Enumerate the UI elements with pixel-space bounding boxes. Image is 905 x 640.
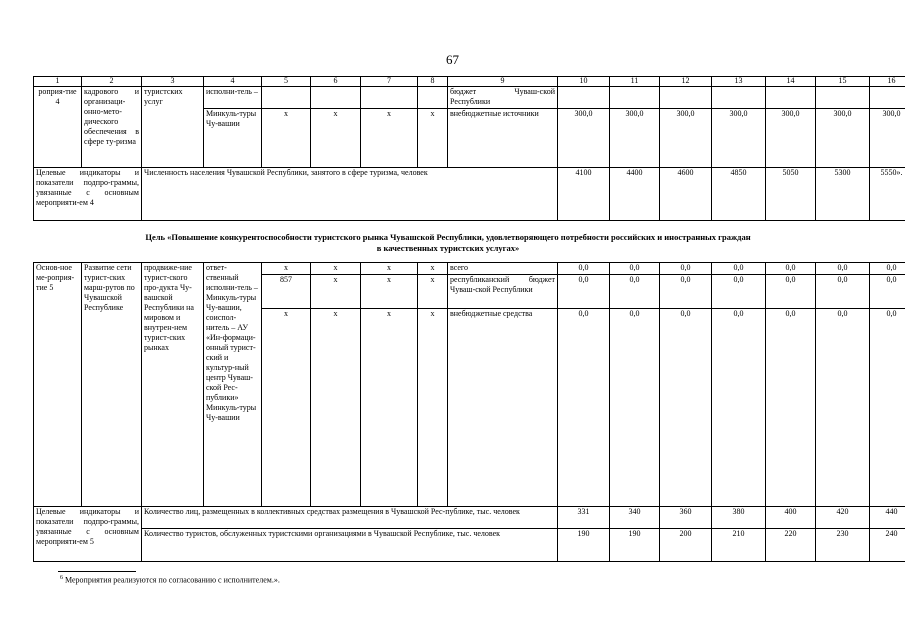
value-cell: 0,0 <box>660 263 712 275</box>
column-number: 10 <box>558 77 610 87</box>
funding-source: бюджет Чуваш-ской Республики <box>448 87 558 109</box>
code-cell: x <box>311 109 361 168</box>
value-cell: 0,0 <box>870 275 905 309</box>
column-number: 5 <box>262 77 311 87</box>
value-cell: 0,0 <box>610 309 660 507</box>
column-number: 8 <box>418 77 448 87</box>
column-number: 16 <box>870 77 905 87</box>
code-cell: x <box>361 263 418 275</box>
indicator-text: Количество туристов, обслуженных туристскими организациями в Чувашской Республике, тыс. человек <box>142 529 558 562</box>
value-cell: 300,0 <box>558 109 610 168</box>
column-number: 13 <box>712 77 766 87</box>
code-cell: x <box>418 109 448 168</box>
goal-line-2: в качественных туристских услугах» <box>376 243 520 253</box>
code-cell <box>262 87 311 109</box>
event-name: Развитие сети турист-ских марш-рутов по Чувашской Республике <box>82 263 142 507</box>
indicators-label: Целевые индикаторы и показатели подпро-граммы, увязанные с основным мероприяти-ем 4 <box>34 168 142 221</box>
value-cell: 300,0 <box>660 109 712 168</box>
value-cell: 300,0 <box>712 109 766 168</box>
code-cell: x <box>418 275 448 309</box>
footnote <box>60 575 280 585</box>
footnote-marker: 6 <box>60 575 63 581</box>
code-cell: x <box>418 263 448 275</box>
column-number: 3 <box>142 77 204 87</box>
indicator-value: 4850 <box>712 168 766 221</box>
column-number: 1 <box>34 77 82 87</box>
indicator-value: 380 <box>712 507 766 529</box>
code-cell <box>418 87 448 109</box>
column-number: 15 <box>816 77 870 87</box>
column-number: 12 <box>660 77 712 87</box>
indicator-value: 4100 <box>558 168 610 221</box>
code-cell: 857 <box>262 275 311 309</box>
funding-source: всего <box>448 263 558 275</box>
indicator-value: 5050 <box>766 168 816 221</box>
code-cell: x <box>361 109 418 168</box>
table-row <box>34 87 905 109</box>
value-cell: 300,0 <box>766 109 816 168</box>
indicator-value: 190 <box>610 529 660 562</box>
indicator-value: 331 <box>558 507 610 529</box>
indicator-value: 210 <box>712 529 766 562</box>
code-cell <box>361 87 418 109</box>
value-cell <box>816 87 870 109</box>
funding-source: республиканский бюджет Чуваш-ской Республики <box>448 275 558 309</box>
indicator-value: 220 <box>766 529 816 562</box>
column-number: 4 <box>204 77 262 87</box>
value-cell: 0,0 <box>558 309 610 507</box>
indicator-value: 4400 <box>610 168 660 221</box>
indicator-value: 240 <box>870 529 905 562</box>
goal-line-1: Цель «Повышение конкурентоспособности туристского рынка Чувашской Республики, удовлетворяющего потребности российских и иностранных граждан <box>145 232 751 242</box>
value-cell: 0,0 <box>558 263 610 275</box>
funding-source: внебюджетные средства <box>448 309 558 507</box>
value-cell: 0,0 <box>816 309 870 507</box>
table-block-1 <box>33 76 905 221</box>
indicator-value: 360 <box>660 507 712 529</box>
executor: исполни-тель – <box>204 87 262 109</box>
event-label: роприя-тие 4 <box>34 87 82 168</box>
column-number: 2 <box>82 77 142 87</box>
indicator-row <box>34 529 905 562</box>
value-cell: 0,0 <box>610 275 660 309</box>
value-cell: 0,0 <box>816 275 870 309</box>
value-cell: 0,0 <box>712 275 766 309</box>
executor: Минкуль-туры Чу-вашии <box>204 109 262 168</box>
indicator-value: 230 <box>816 529 870 562</box>
code-cell: x <box>311 263 361 275</box>
executor: ответ-ственный исполни-тель – Минкуль-туры Чу-вашии, соиспол-нитель – АУ «Ин-формаци-онный турист-ский и культур-ный центр Чуваш-ской Рес-публики» Минкуль-туры Чу-вашии <box>204 263 262 507</box>
indicator-value: 440 <box>870 507 905 529</box>
code-cell: x <box>262 309 311 507</box>
code-cell: x <box>418 309 448 507</box>
table-row <box>34 263 905 275</box>
value-cell <box>766 87 816 109</box>
event-purpose: продвиже-ние турист-ского про-дукта Чу-вашской Республики на мировом и внутрен-нем турист-ских рынках <box>142 263 204 507</box>
indicator-value: 420 <box>816 507 870 529</box>
value-cell: 0,0 <box>870 263 905 275</box>
value-cell: 0,0 <box>712 263 766 275</box>
value-cell: 0,0 <box>766 275 816 309</box>
column-number: 9 <box>448 77 558 87</box>
footnote-separator <box>58 571 136 572</box>
indicator-row <box>34 168 905 221</box>
indicator-value: 4600 <box>660 168 712 221</box>
column-number-row <box>34 77 905 87</box>
value-cell: 0,0 <box>660 309 712 507</box>
event-label: Основ-ное ме-роприя-тие 5 <box>34 263 82 507</box>
value-cell: 300,0 <box>610 109 660 168</box>
indicator-value: 340 <box>610 507 660 529</box>
value-cell: 0,0 <box>870 309 905 507</box>
value-cell <box>870 87 905 109</box>
event-purpose: туристских услуг <box>142 87 204 168</box>
value-cell <box>558 87 610 109</box>
column-number: 14 <box>766 77 816 87</box>
value-cell: 0,0 <box>766 263 816 275</box>
code-cell <box>311 87 361 109</box>
value-cell: 0,0 <box>766 309 816 507</box>
value-cell: 300,0 <box>816 109 870 168</box>
funding-source: внебюджетные источники <box>448 109 558 168</box>
value-cell: 0,0 <box>610 263 660 275</box>
footnote-text: Мероприятия реализуются по согласованию с исполнителем.». <box>63 575 280 585</box>
indicators-label: Целевые индикаторы и показатели подпро-граммы, увязанные с основным мероприяти-ем 5 <box>34 507 142 562</box>
indicator-row <box>34 507 905 529</box>
code-cell: x <box>361 309 418 507</box>
indicator-value: 5550». <box>870 168 905 221</box>
indicator-value: 5300 <box>816 168 870 221</box>
indicator-value: 190 <box>558 529 610 562</box>
value-cell: 0,0 <box>816 263 870 275</box>
code-cell: x <box>311 275 361 309</box>
value-cell: 0,0 <box>558 275 610 309</box>
indicator-value: 200 <box>660 529 712 562</box>
column-number: 11 <box>610 77 660 87</box>
value-cell: 300,0 <box>870 109 905 168</box>
event-name: кадрового и организаци-онно-мето-дического обеспечения в сфере ту-ризма <box>82 87 142 168</box>
value-cell: 0,0 <box>660 275 712 309</box>
value-cell: 0,0 <box>712 309 766 507</box>
goal-heading <box>33 232 863 254</box>
value-cell <box>712 87 766 109</box>
table-block-2 <box>33 262 905 562</box>
column-number: 6 <box>311 77 361 87</box>
code-cell: x <box>361 275 418 309</box>
code-cell: x <box>262 109 311 168</box>
code-cell: x <box>262 263 311 275</box>
indicator-value: 400 <box>766 507 816 529</box>
value-cell <box>660 87 712 109</box>
column-number: 7 <box>361 77 418 87</box>
indicator-text: Численность населения Чувашской Республики, занятого в сфере туризма, человек <box>142 168 558 221</box>
code-cell: x <box>311 309 361 507</box>
value-cell <box>610 87 660 109</box>
page-number: 67 <box>446 52 459 67</box>
indicator-text: Количество лиц, размещенных в коллективных средствах размещения в Чувашской Рес-публике, тыс. человек <box>142 507 558 529</box>
